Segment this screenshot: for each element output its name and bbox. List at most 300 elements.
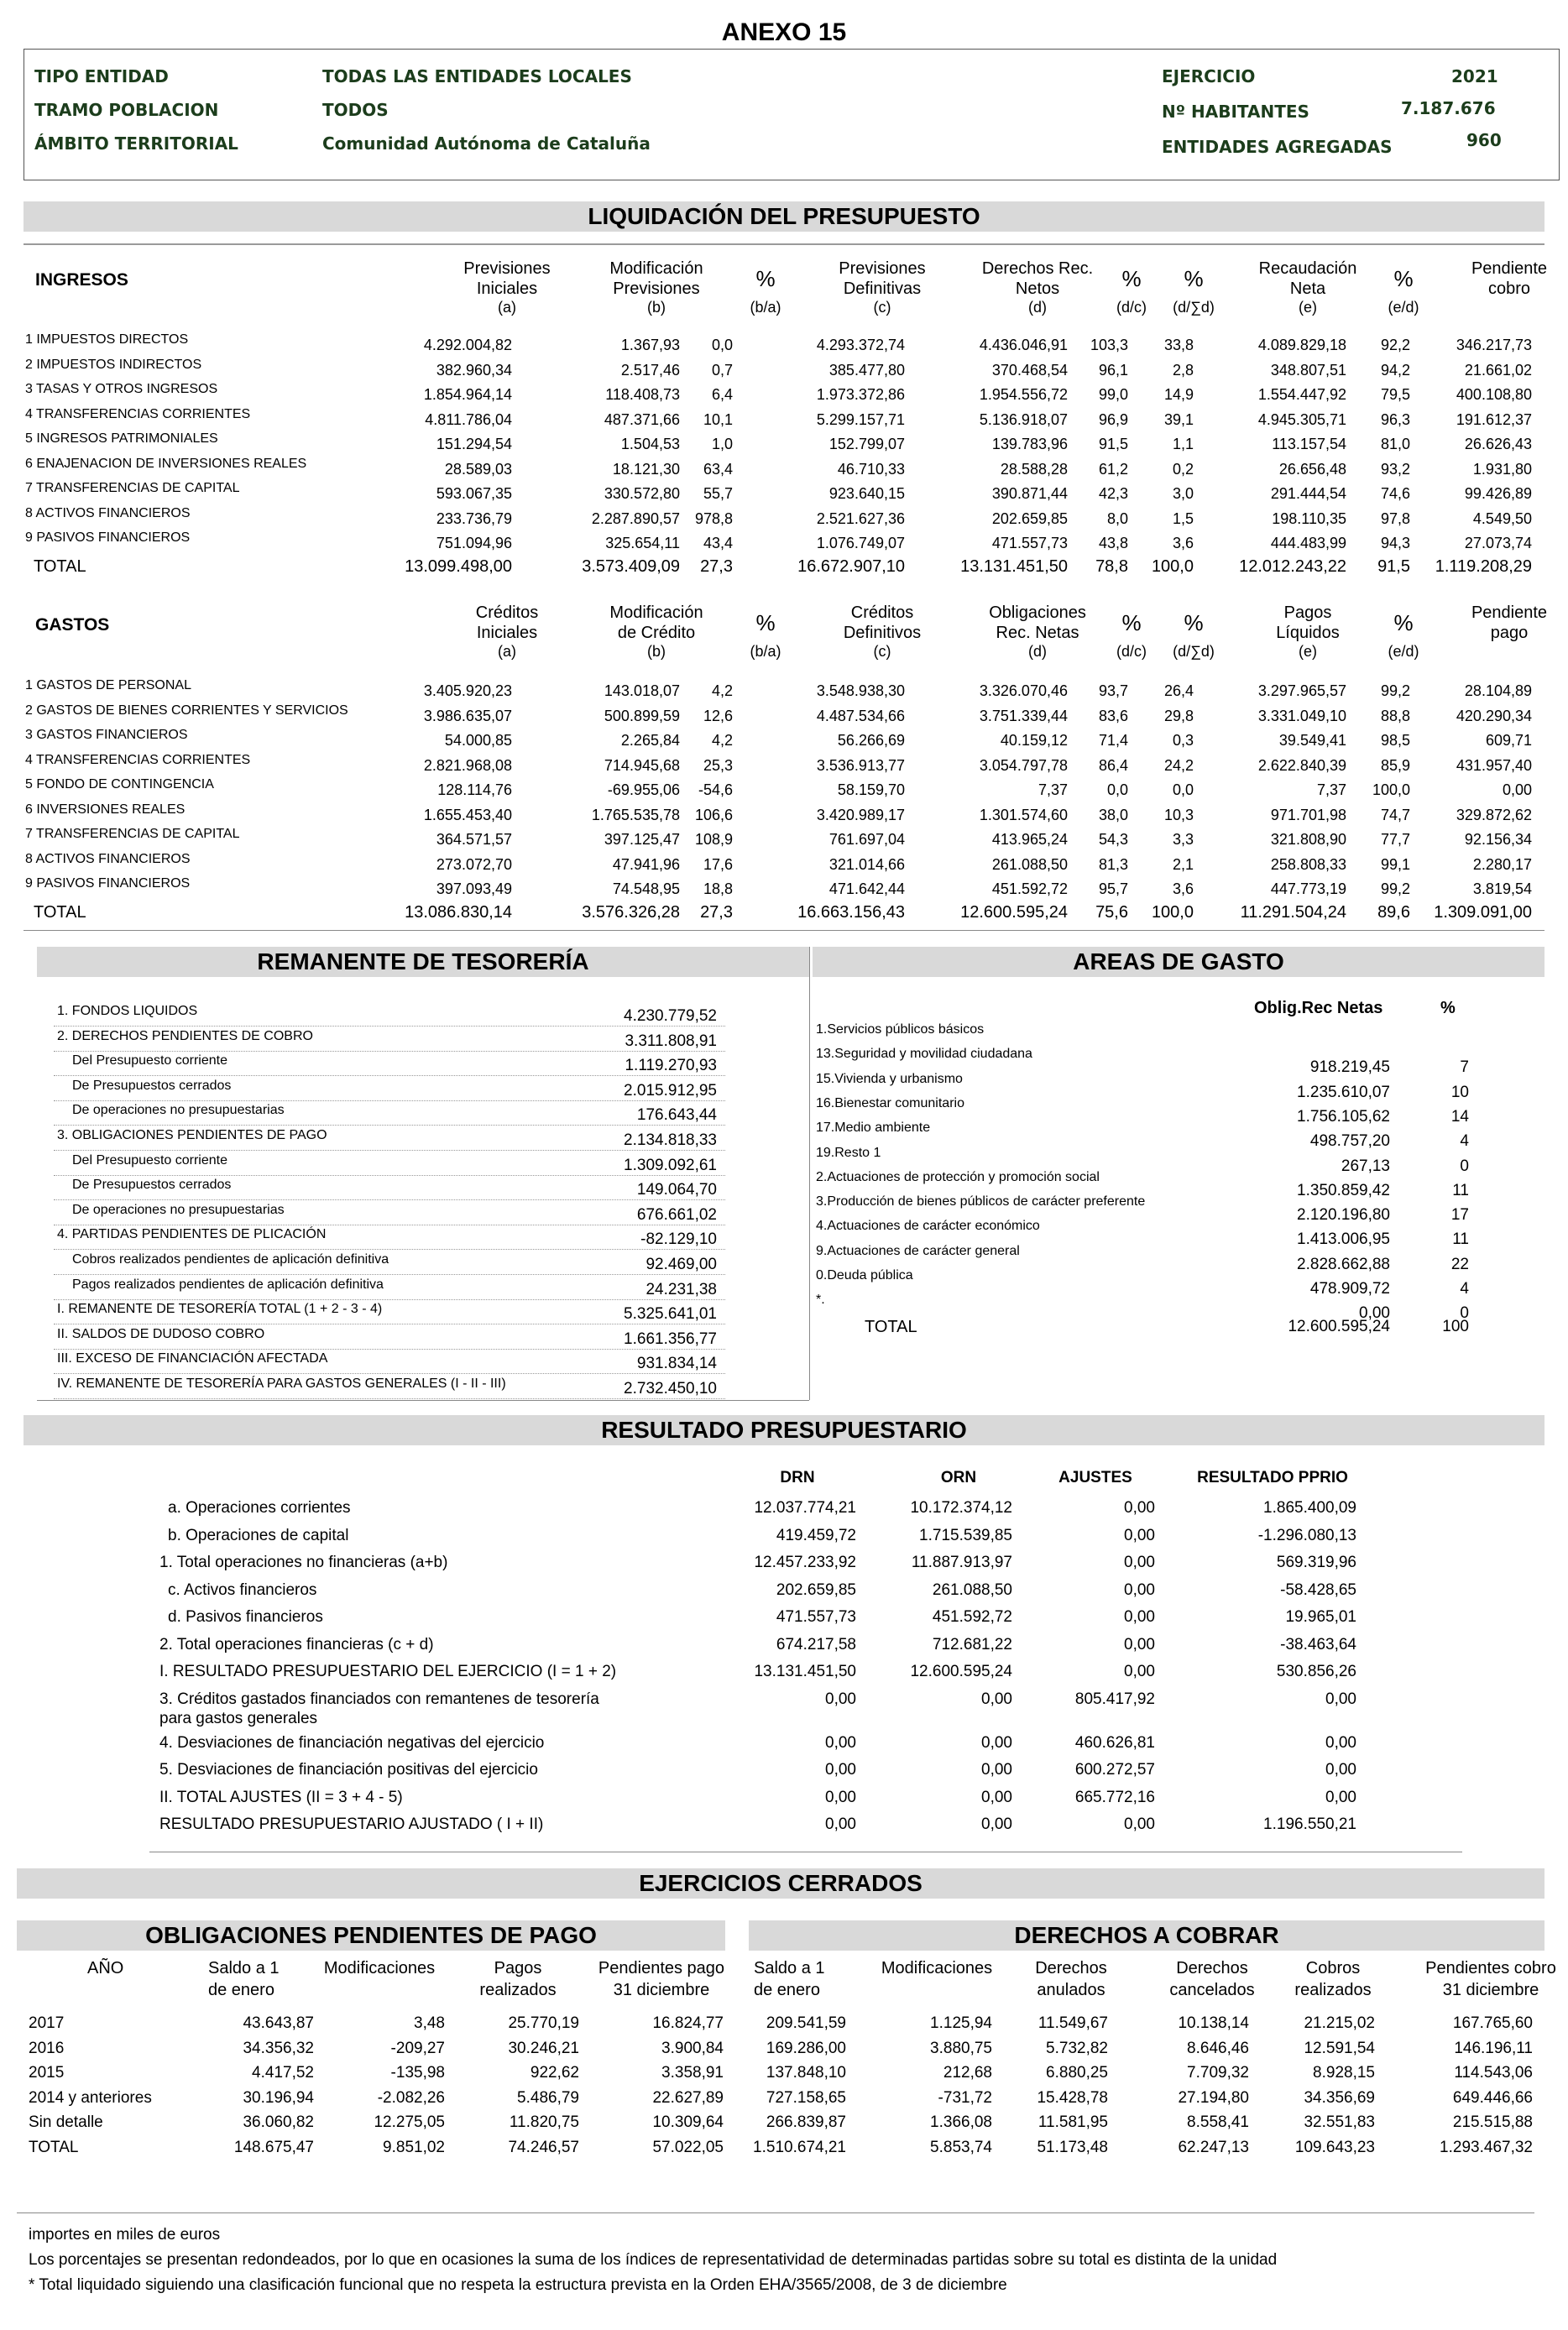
gastos-row-value: 273.072,70 [436, 855, 512, 873]
cerrados-row-value: 43.643,87 [243, 2014, 314, 2032]
cerrados-row-value: 34.356,32 [243, 2039, 314, 2057]
gastos-row-value: 3.536.913,77 [816, 756, 905, 774]
resultado-row-value: 0,00 [1325, 1733, 1356, 1752]
ingresos-total-value: 27,3 [700, 556, 733, 576]
resultado-row-label: b. Operaciones de capital [168, 1526, 349, 1544]
cerrados-row-value: 10.309,64 [652, 2113, 724, 2131]
remanente-title: REMANENTE DE TESORERÍA [37, 947, 809, 977]
ingresos-row-value: 1.076.749,07 [816, 535, 905, 551]
gastos-row-value: 108,9 [694, 831, 733, 848]
resultado-row-value: 1.715.539,85 [919, 1526, 1012, 1544]
areas-row-label: 9.Actuaciones de carácter general [816, 1243, 1020, 1258]
resultado-row-value: 674.217,58 [776, 1635, 856, 1653]
anio-header: AÑO [87, 1959, 124, 1977]
cerrados-row-year: 2014 y anteriores [29, 2088, 152, 2107]
gastos-row-value: 17,6 [703, 855, 733, 873]
remanente-row-value: 1.119.270,93 [625, 1057, 717, 1075]
gastos-header-line2: pago [1490, 624, 1529, 642]
ingresos-row-value: 2.287.890,57 [591, 509, 680, 527]
cerrados-row-value: 30.246,21 [508, 2039, 579, 2057]
ingresos-header-line1: Recaudación [1258, 259, 1357, 278]
cerrados-row-value: 11.549,67 [1037, 2014, 1108, 2032]
ingresos-label: INGRESOS [35, 270, 128, 290]
gastos-row-value: 92.156,34 [1464, 831, 1532, 848]
cerrados-row-value: 169.286,00 [766, 2039, 846, 2057]
ingresos-row-value: 346.217,73 [1456, 337, 1532, 353]
ingresos-row-value: 18.121,30 [612, 460, 680, 478]
gastos-total-value: 75,6 [1095, 902, 1128, 922]
ingresos-row-value: 198.110,35 [1272, 509, 1346, 527]
resultado-row-value: -58.428,65 [1280, 1580, 1356, 1599]
gastos-row-value: 47.941,96 [612, 855, 680, 873]
cerrados-row-value: 15.428,78 [1037, 2088, 1108, 2107]
ingresos-header-line2: cobro [1487, 279, 1531, 298]
gastos-header-line3: (e) [1299, 643, 1317, 660]
page-title: ANEXO 15 [721, 18, 847, 46]
gastos-row-value: 99,2 [1380, 880, 1410, 897]
ingresos-row-value: 1.504,53 [620, 436, 680, 452]
areas-row-pct: 11 [1452, 1181, 1469, 1199]
gastos-row-value: 56.266,69 [837, 732, 905, 749]
areas-row-label: 0.Deuda pública [816, 1268, 913, 1283]
areas-row-value: 1.756.105,62 [1297, 1107, 1390, 1126]
divider [24, 243, 1544, 245]
remanente-row-value: 1.309.092,61 [624, 1156, 717, 1174]
remanente-row-label: Cobros realizados pendientes de aplicación definitiva [72, 1252, 389, 1267]
ingresos-header-line2: Previsiones [613, 279, 700, 298]
resultado-row-value: 12.457.233,92 [754, 1554, 856, 1571]
gastos-header-line2: % [1393, 610, 1414, 635]
ingresos-row-value: 113.157,54 [1272, 436, 1346, 452]
gastos-header-line2: Rec. Netas [996, 624, 1079, 642]
gastos-header-line3: (d/∑d) [1173, 643, 1215, 660]
cerrados-row-value: 11.820,75 [509, 2113, 579, 2131]
gastos-row-value: 431.957,40 [1456, 756, 1532, 774]
gastos-row-value: 3,3 [1172, 831, 1194, 848]
gastos-row-label: 4 TRANSFERENCIAS CORRIENTES [25, 752, 251, 767]
gastos-row-value: 25,3 [703, 756, 733, 774]
ingresos-row-value: 1.931,80 [1472, 460, 1532, 478]
remanente-row-label: De Presupuestos cerrados [72, 1078, 232, 1093]
cerrados-header-line2: cancelados [1169, 1981, 1255, 1999]
ingresos-row-value: 27.073,74 [1464, 535, 1532, 551]
areas-row-pct: 4 [1460, 1132, 1469, 1151]
resultado-row-value: 12.037.774,21 [754, 1499, 856, 1517]
cerrados-row-value: 3,48 [414, 2014, 445, 2032]
ingresos-row-value: 593.067,35 [436, 485, 512, 502]
resultado-row-value: 471.557,73 [776, 1608, 856, 1626]
gastos-header-line2: Definitivos [843, 624, 922, 642]
cerrados-row-value: 12.591,54 [1304, 2039, 1375, 2057]
cerrados-row-value: 146.196,11 [1454, 2039, 1533, 2057]
gastos-row-value: 4.487.534,66 [816, 707, 905, 724]
ingresos-row-value: 96,9 [1098, 410, 1128, 428]
gastos-header-line2: de Crédito [617, 624, 696, 642]
cerrados-row-value: 3.358,91 [661, 2064, 724, 2082]
remanente-row-label: III. EXCESO DE FINANCIACIÓN AFECTADA [57, 1351, 328, 1366]
cerrados-row-year: 2016 [29, 2039, 65, 2057]
areas-row-label: 19.Resto 1 [816, 1145, 881, 1160]
gastos-row-value: 0,00 [1502, 781, 1532, 798]
ingresos-row-value: 4.811.786,04 [425, 410, 512, 428]
areas-row-pct: 22 [1450, 1255, 1469, 1273]
ingresos-row-value: 93,2 [1380, 460, 1410, 478]
gastos-total-value: 11.291.504,24 [1240, 902, 1346, 922]
cerrados-row-value: 74.246,57 [508, 2138, 579, 2156]
cerrados-header-line1: Saldo a 1 [754, 1959, 825, 1977]
resultado-row-label: 4. Desviaciones de financiación negativas del ejercicio [159, 1733, 545, 1752]
resultado-row-label: d. Pasivos financieros [168, 1608, 323, 1626]
cerrados-row-value: 25.770,19 [508, 2014, 579, 2032]
areas-title: AREAS DE GASTO [813, 947, 1544, 977]
ingresos-row-value: 103,3 [1090, 337, 1128, 353]
resultado-row-value: 0,00 [825, 1761, 856, 1779]
cerrados-row-value: -209,27 [390, 2039, 445, 2057]
ingresos-row-value: 92,2 [1380, 337, 1410, 353]
habitantes-value: 7.187.676 [1401, 98, 1496, 118]
ingresos-row-label: 5 INGRESOS PATRIMONIALES [25, 431, 218, 446]
ingresos-row-value: 6,4 [711, 386, 733, 403]
areas-row-pct: 4 [1460, 1280, 1469, 1298]
gastos-row-value: 2.622.840,39 [1257, 756, 1346, 774]
ingresos-row-value: 55,7 [703, 485, 733, 502]
gastos-row-value: 3.405.920,23 [423, 682, 512, 699]
gastos-row-label: 9 PASIVOS FINANCIEROS [25, 876, 191, 891]
resultado-row-value: 0,00 [825, 1788, 856, 1806]
remanente-row-label: 1. FONDOS LIQUIDOS [57, 1004, 198, 1018]
cerrados-row-value: 36.060,82 [243, 2113, 314, 2131]
ingresos-row-value: 400.108,80 [1456, 386, 1532, 403]
ingresos-row-label: 7 TRANSFERENCIAS DE CAPITAL [25, 481, 240, 495]
gastos-row-value: 58.159,70 [837, 781, 905, 798]
areas-row-pct: 11 [1452, 1230, 1469, 1249]
resultado-row-value: 0,00 [1325, 1690, 1356, 1708]
gastos-row-value: 106,6 [694, 806, 733, 823]
gastos-row-value: 3.986.635,07 [423, 707, 512, 724]
gastos-header-line3: (d/c) [1116, 643, 1147, 660]
resultado-row-value: 0,00 [1124, 1499, 1155, 1517]
remanente-row-value: 2.732.450,10 [624, 1380, 717, 1397]
gastos-row-value: 447.773,19 [1270, 880, 1346, 897]
cerrados-row-year: TOTAL [29, 2138, 79, 2156]
gastos-row-value: 0,0 [1172, 781, 1194, 798]
ingresos-row-value: 923.640,15 [828, 485, 905, 502]
ingresos-total-value: 16.672.907,10 [797, 556, 905, 576]
areas-row-pct: 0 [1460, 1304, 1469, 1323]
gastos-row-value: 95,7 [1098, 880, 1128, 897]
areas-row-pct: 14 [1450, 1107, 1469, 1126]
gastos-header-line2: % [1184, 610, 1204, 635]
ingresos-row-value: 1.367,93 [620, 337, 680, 353]
ingresos-row-value: 99,0 [1098, 386, 1128, 403]
gastos-header-line3: (b/a) [750, 643, 781, 660]
gastos-row-value: 12,6 [703, 707, 733, 724]
resultado-row-value: 0,00 [1124, 1635, 1155, 1653]
resultado-row-label: c. Activos financieros [168, 1580, 317, 1599]
ingresos-header-line3: (c) [873, 299, 891, 316]
ingresos-row-value: 233.736,79 [436, 509, 512, 527]
ingresos-header-line2: Iniciales [476, 279, 538, 298]
gastos-header-line1: Créditos [850, 603, 914, 622]
ingresos-header-line3: (b) [647, 299, 666, 316]
remanente-row-label: 2. DERECHOS PENDIENTES DE COBRO [57, 1028, 313, 1043]
ingresos-header-line2: Neta [1289, 279, 1326, 298]
ingresos-row-value: 348.807,51 [1270, 361, 1346, 379]
ingresos-header-line3: (e/d) [1388, 299, 1419, 316]
gastos-row-value: 397.093,49 [436, 880, 512, 897]
gastos-row-value: 98,5 [1380, 732, 1410, 749]
ingresos-row-value: 28.588,28 [1000, 460, 1068, 478]
gastos-total-label: TOTAL [34, 902, 86, 922]
ingresos-row-value: 4.549,50 [1472, 509, 1532, 527]
resultado-row-value: 460.626,81 [1074, 1733, 1155, 1752]
ingresos-row-value: 4.089.829,18 [1257, 337, 1346, 353]
ingresos-row-value: 370.468,54 [991, 361, 1068, 379]
resultado-row-value: 0,00 [981, 1761, 1012, 1779]
remanente-row-value: 149.064,70 [636, 1181, 717, 1199]
gastos-header-line3: (a) [498, 643, 516, 660]
cerrados-title: EJERCICIOS CERRADOS [17, 1868, 1544, 1899]
gastos-row-value: 4,2 [711, 732, 733, 749]
gastos-row-value: -69.955,06 [607, 781, 680, 798]
ingresos-row-label: 8 ACTIVOS FINANCIEROS [25, 505, 191, 520]
cerrados-row-value: 10.138,14 [1178, 2014, 1249, 2032]
resultado-header-cell: RESULTADO PPRIO [1197, 1469, 1348, 1486]
ingresos-header-line2: Definitivas [843, 279, 922, 298]
areas-row-value: 918.219,45 [1309, 1058, 1390, 1077]
ingresos-row-value: 1,0 [711, 436, 733, 452]
ingresos-row-value: 14,9 [1163, 386, 1194, 403]
cerrados-row-value: 1.125,94 [930, 2014, 992, 2032]
ingresos-row-value: 3,0 [1172, 485, 1194, 502]
gastos-header-line3: (b) [647, 643, 666, 660]
resultado-row-value: 712.681,22 [932, 1635, 1012, 1653]
gastos-row-value: 3.420.989,17 [816, 806, 905, 823]
cerrados-row-value: 727.158,65 [766, 2088, 846, 2107]
resultado-row-value: 10.172.374,12 [910, 1499, 1012, 1517]
cerrados-header-line2: realizados [479, 1981, 557, 1999]
cerrados-header-line2: de enero [754, 1981, 820, 1999]
resultado-row-value: 569.319,96 [1276, 1554, 1356, 1571]
cerrados-row-value: 5.486,79 [517, 2088, 579, 2107]
gastos-row-value: 500.899,59 [604, 707, 680, 724]
ingresos-total-value: 13.131.451,50 [960, 556, 1068, 576]
gastos-row-value: 2.280,17 [1472, 855, 1532, 873]
resultado-header-cell: DRN [780, 1469, 815, 1486]
ingresos-row-value: 8,0 [1106, 509, 1128, 527]
gastos-row-value: 2.265,84 [620, 732, 680, 749]
ejercicio-value: 2021 [1451, 66, 1498, 86]
cerrados-row-value: 215.515,88 [1452, 2113, 1533, 2131]
gastos-row-value: 83,6 [1098, 707, 1128, 724]
ingresos-row-value: 978,8 [694, 509, 733, 527]
gastos-row-value: 261.088,50 [991, 855, 1068, 873]
areas-row-value: 478.909,72 [1309, 1280, 1390, 1298]
ingresos-row-value: 330.572,80 [604, 485, 680, 502]
cerrados-row-value: 12.275,05 [374, 2113, 445, 2131]
remanente-row-value: 931.834,14 [636, 1355, 717, 1373]
ingresos-row-value: 291.444,54 [1270, 485, 1346, 502]
gastos-total-value: 27,3 [700, 902, 733, 922]
ingresos-row-value: 21.661,02 [1464, 361, 1532, 379]
cerrados-header-line1: Pendientes pago [598, 1959, 725, 1977]
ingresos-row-value: 5.299.157,71 [816, 410, 905, 428]
resultado-row-value: 0,00 [1124, 1526, 1155, 1544]
gastos-row-value: 3.751.339,44 [979, 707, 1068, 724]
liquidacion-title: LIQUIDACIÓN DEL PRESUPUESTO [24, 201, 1544, 232]
cerrados-row-value: 6.880,25 [1046, 2064, 1108, 2082]
ingresos-row-value: 43,4 [703, 535, 733, 551]
areas-row-label: 13.Seguridad y movilidad ciudadana [816, 1047, 1032, 1062]
ingresos-row-value: 325.654,11 [605, 535, 680, 551]
resultado-row-value: 0,00 [825, 1815, 856, 1833]
row-divider [54, 1026, 725, 1027]
resultado-header-cell: AJUSTES [1058, 1469, 1132, 1486]
cerrados-row-value: 109.643,23 [1294, 2138, 1375, 2156]
cerrados-header-line1: Saldo a 1 [208, 1959, 280, 1977]
ingresos-row-value: 2.517,46 [620, 361, 680, 379]
gastos-row-value: 321.014,66 [828, 855, 905, 873]
ingresos-row-value: 487.371,66 [604, 410, 680, 428]
areas-total-pct: 100 [1442, 1317, 1469, 1335]
resultado-row-value: 0,00 [1124, 1554, 1155, 1571]
tramo-label: TRAMO POBLACION [34, 100, 219, 120]
row-divider [54, 1398, 725, 1399]
ingresos-row-value: 191.612,37 [1456, 410, 1532, 428]
row-divider [54, 1100, 725, 1101]
remanente-row-value: 176.643,44 [636, 1106, 717, 1125]
resultado-row-label: a. Operaciones corrientes [168, 1499, 351, 1517]
gastos-row-value: 77,7 [1380, 831, 1410, 848]
ingresos-row-value: 61,2 [1098, 460, 1128, 478]
resultado-row-label: I. RESULTADO PRESUPUESTARIO DEL EJERCICIO (I = 1 + 2) [159, 1663, 617, 1680]
resultado-row-label-cont: para gastos generales [159, 1709, 318, 1727]
resultado-row-value: 0,00 [981, 1690, 1012, 1708]
gastos-row-value: 761.697,04 [828, 831, 905, 848]
gastos-total-value: 1.309.091,00 [1434, 902, 1532, 922]
ingresos-row-value: 4.436.046,91 [979, 337, 1068, 353]
ingresos-row-value: 4.293.372,74 [816, 337, 905, 353]
cerrados-header-line1: Modificaciones [323, 1959, 436, 1977]
cerrados-row-value: -2.082,26 [377, 2088, 445, 2107]
gastos-row-value: 100,0 [1372, 781, 1410, 798]
gastos-header-line1: Obligaciones [989, 603, 1086, 622]
ingresos-total-value: 100,0 [1151, 556, 1194, 576]
gastos-row-value: 3.054.797,78 [979, 756, 1068, 774]
resultado-row-label: II. TOTAL AJUSTES (II = 3 + 4 - 5) [159, 1788, 403, 1806]
gastos-row-value: 3.297.965,57 [1257, 682, 1346, 699]
ingresos-header-line3: (a) [498, 299, 516, 316]
row-divider [54, 1349, 725, 1350]
remanente-row-value: 92.469,00 [645, 1256, 717, 1273]
ingresos-row-label: 6 ENAJENACION DE INVERSIONES REALES [25, 456, 307, 471]
cerrados-row-value: 212,68 [943, 2064, 992, 2082]
gastos-row-value: 24,2 [1163, 756, 1194, 774]
gastos-row-value: 2.821.968,08 [423, 756, 512, 774]
ingresos-row-value: 43,8 [1098, 535, 1128, 551]
gastos-label: GASTOS [35, 615, 110, 635]
gastos-row-value: 85,9 [1380, 756, 1410, 774]
ingresos-row-value: 26.626,43 [1464, 436, 1532, 452]
ingresos-row-value: 81,0 [1380, 436, 1410, 452]
gastos-row-value: 39.549,41 [1278, 732, 1346, 749]
gastos-row-label: 5 FONDO DE CONTINGENCIA [25, 777, 214, 791]
gastos-total-value: 12.600.595,24 [960, 902, 1068, 922]
resultado-header-cell: ORN [940, 1469, 977, 1486]
ingresos-header-line1: Previsiones [839, 259, 926, 278]
remanente-row-value: 2.134.818,33 [624, 1131, 717, 1149]
resultado-row-value: 0,00 [1325, 1761, 1356, 1779]
ingresos-row-value: 390.871,44 [991, 485, 1068, 502]
gastos-row-value: 0,3 [1172, 732, 1194, 749]
areas-row-label: 4.Actuaciones de carácter económico [816, 1219, 1040, 1234]
areas-row-label: 2.Actuaciones de protección y promoción social [816, 1169, 1100, 1184]
cerrados-row-value: 649.446,66 [1452, 2088, 1533, 2107]
cerrados-header-line2: 31 diciembre [1442, 1981, 1539, 1999]
resultado-row-value: 0,00 [825, 1690, 856, 1708]
resultado-row-label: 1. Total operaciones no financieras (a+b) [159, 1554, 448, 1571]
gastos-row-value: 26,4 [1163, 682, 1194, 699]
resultado-row-label: 5. Desviaciones de financiación positivas del ejercicio [159, 1761, 538, 1779]
cerrados-header-line1: Modificaciones [881, 1959, 993, 1977]
ingresos-total-value: 13.099.498,00 [405, 556, 512, 576]
gastos-row-value: 3.548.938,30 [816, 682, 905, 699]
gastos-header-line2: Iniciales [476, 624, 538, 642]
ingresos-row-value: 79,5 [1380, 386, 1410, 403]
gastos-row-value: 3.819,54 [1472, 880, 1532, 897]
cerrados-row-value: 30.196,94 [243, 2088, 314, 2107]
cerrados-row-value: 114.543,06 [1454, 2064, 1533, 2082]
tramo-value: TODOS [322, 100, 389, 120]
cerrados-row-value: 1.510.674,21 [753, 2138, 846, 2156]
ingresos-row-value: 42,3 [1098, 485, 1128, 502]
resultado-row-label: 2. Total operaciones financieras (c + d) [159, 1635, 434, 1653]
cerrados-row-value: 148.675,47 [233, 2138, 314, 2156]
ingresos-row-value: 5.136.918,07 [979, 410, 1068, 428]
ingresos-row-value: 96,1 [1098, 361, 1128, 379]
tipo-entidad-label: TIPO ENTIDAD [34, 66, 169, 86]
ingresos-row-value: 97,8 [1380, 509, 1410, 527]
cerrados-header-line2: realizados [1294, 1981, 1372, 1999]
resultado-row-value: 805.417,92 [1074, 1690, 1155, 1708]
resultado-row-value: 0,00 [1124, 1608, 1155, 1626]
cerrados-header-line1: Derechos [1035, 1959, 1107, 1977]
gastos-header-line1: Pagos [1283, 603, 1332, 622]
gastos-row-value: 88,8 [1380, 707, 1410, 724]
ingresos-row-value: 2,8 [1172, 361, 1194, 379]
areas-total-value: 12.600.595,24 [1288, 1317, 1390, 1335]
cerrados-row-value: 8.928,15 [1313, 2064, 1375, 2082]
ingresos-row-value: 382.960,34 [436, 361, 512, 379]
gastos-header-line3: (d) [1028, 643, 1047, 660]
gastos-header-line3: (c) [873, 643, 891, 660]
row-divider [54, 1125, 725, 1126]
cerrados-row-value: 137.848,10 [766, 2064, 846, 2082]
ejercicio-label: EJERCICIO [1162, 66, 1256, 86]
gastos-row-value: 1.655.453,40 [423, 806, 512, 823]
areas-total-label: TOTAL [865, 1317, 917, 1336]
ingresos-row-value: 94,3 [1380, 535, 1410, 551]
gastos-header-line3: (e/d) [1388, 643, 1419, 660]
resultado-row-label: RESULTADO PRESUPUESTARIO AJUSTADO ( I + II) [159, 1815, 544, 1833]
gastos-row-value: 71,4 [1098, 732, 1128, 749]
gastos-row-value: 10,3 [1163, 806, 1194, 823]
row-divider [54, 1175, 725, 1176]
areas-row-value: 0,00 [1359, 1304, 1390, 1323]
remanente-row-value: 4.230.779,52 [624, 1007, 717, 1025]
gastos-row-label: 2 GASTOS DE BIENES CORRIENTES Y SERVICIOS [25, 703, 348, 718]
ingresos-row-value: 385.477,80 [828, 361, 905, 379]
